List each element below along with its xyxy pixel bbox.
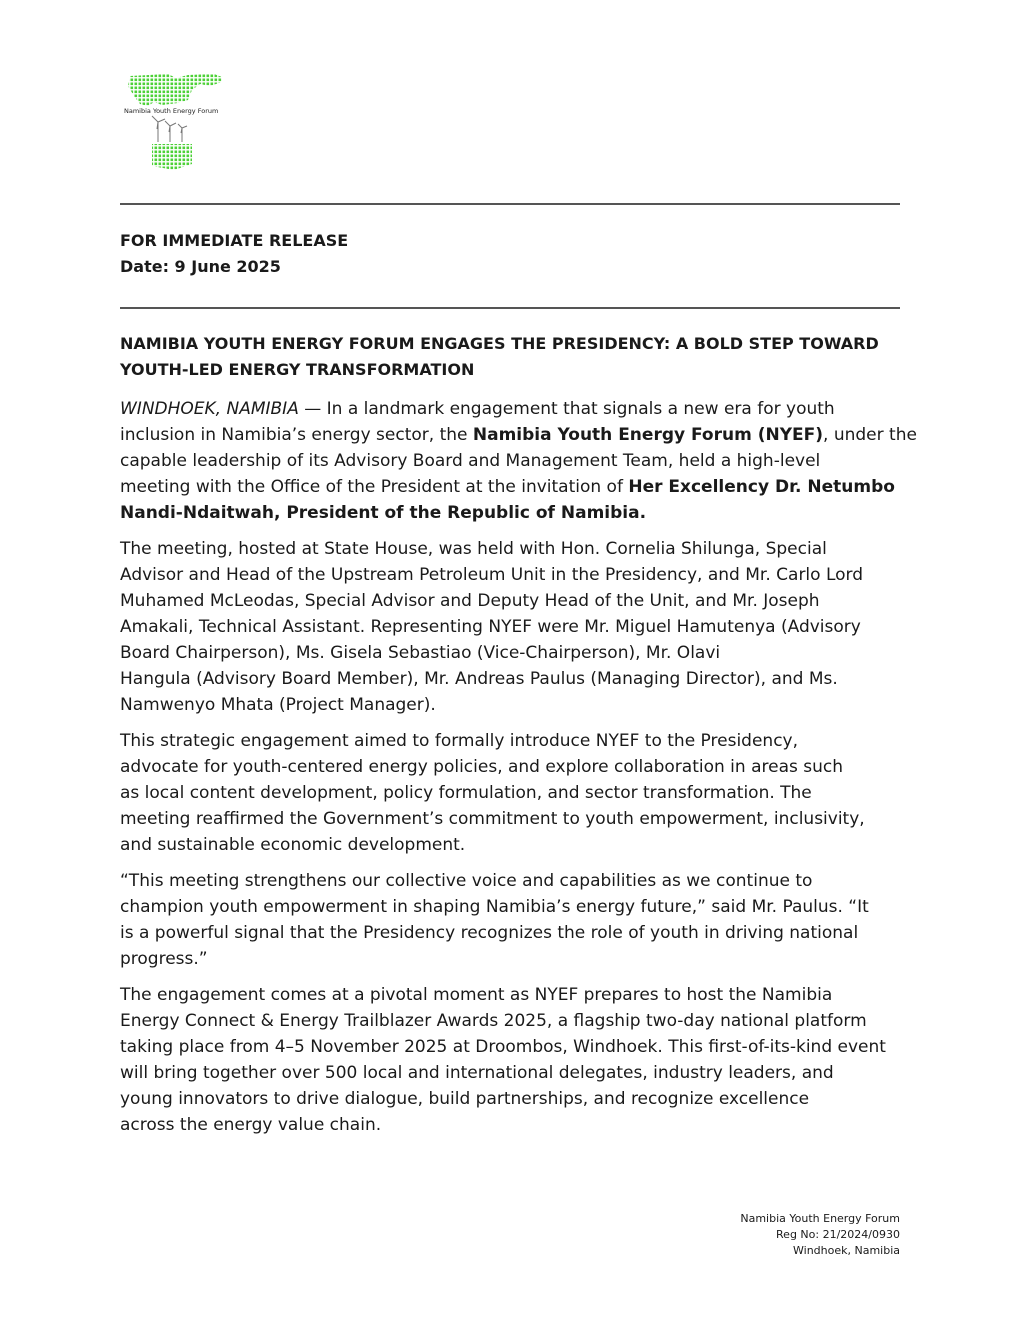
footer-reg: Reg No: 21/2024/0930 xyxy=(776,1228,900,1241)
president-name-bold: Nandi-Ndaitwah, President of the Republic of Namibia. xyxy=(120,503,647,523)
headline-line: NAMIBIA YOUTH ENERGY FORUM ENGAGES THE PRESIDENCY: A BOLD STEP TOWARD xyxy=(120,334,879,353)
logo-caption: Namibia Youth Energy Forum xyxy=(124,107,219,115)
wind-turbines-icon xyxy=(152,116,187,142)
paragraph-intro: WINDHOEK, NAMIBIA — In a landmark engagement that signals a new era for youth inclusion in Namibia’s energy sector, the Namibia Youth Energy Forum (NYEF), under the capable leadership of its Advisory Board and Management Team, held a high-level meeting with the Office of the President at the invitation of Her Excellency Dr. Netumbo Nandi-Ndaitwah, President of the Republic of Namibia. xyxy=(120,399,917,523)
footer-location: Windhoek, Namibia xyxy=(793,1244,900,1257)
paragraph-meeting: The meeting, hosted at State House, was held with Hon. Cornelia Shilunga, Special Advisor and Head of the Upstream Petroleum Unit in the Presidency, and Mr. Carlo Lord Muhamed McLeodas, Special Advisor and Deputy Head of the Unit, and Mr. Joseph Amakali, Technical Assistant. Representing NYEF were Mr. Miguel Hamutenya (Advisory Board Chairperson), Ms. Gisela Sebastiao (Vice-Chairperson), Mr. Olavi Hangula (Advisory Board Member), Mr. Andreas Paulus (Managing Director), and Ms. Namwenyo Mhata (Project Manager). xyxy=(120,539,864,715)
dateline: WINDHOEK, NAMIBIA xyxy=(120,399,299,419)
article-body xyxy=(120,396,917,1148)
org-name-bold: Namibia Youth Energy Forum (NYEF) xyxy=(472,425,824,445)
paragraph-quote: “This meeting strengthens our collective voice and capabilities as we continue to champion youth empowerment in shaping Namibia’s energy future,” said Mr. Paulus. “It is a powerful signal that the Presidency recognizes the role of youth in driving national progress.” xyxy=(120,871,869,969)
dotted-base-shape xyxy=(152,144,192,170)
footer xyxy=(740,1211,900,1259)
top-divider xyxy=(120,203,900,205)
release-block xyxy=(120,228,348,280)
logo-graphic xyxy=(118,70,238,174)
middle-divider xyxy=(120,307,900,309)
headline-line: YOUTH-LED ENERGY TRANSFORMATION xyxy=(120,360,475,379)
footer-org: Namibia Youth Energy Forum xyxy=(740,1212,900,1225)
release-label: FOR IMMEDIATE RELEASE xyxy=(120,231,349,250)
namibia-map-shape xyxy=(128,74,222,106)
nyef-logo xyxy=(118,70,238,174)
paragraph-event: The engagement comes at a pivotal moment as NYEF prepares to host the Namibia Energy Connect & Energy Trailblazer Awards 2025, a flagship two-day national platform taking place from 4–5 November 2025 at Droombos, Windhoek. This first-of-its-kind event will bring together over 500 local and international delegates, industry leaders, and young innovators to drive dialogue, build partnerships, and recognize excellence across the energy value chain. xyxy=(120,985,886,1135)
release-date: Date: 9 June 2025 xyxy=(120,257,281,276)
president-name-bold: Her Excellency Dr. Netumbo xyxy=(628,477,895,497)
headline xyxy=(120,331,900,383)
paragraph-strategy: This strategic engagement aimed to formally introduce NYEF to the Presidency, advocate for youth-centered energy policies, and explore collaboration in areas such as local content development, policy formulation, and sector transformation. The meeting reaffirmed the Government’s commitment to youth empowerment, inclusivity, and sustainable economic development. xyxy=(120,731,865,855)
